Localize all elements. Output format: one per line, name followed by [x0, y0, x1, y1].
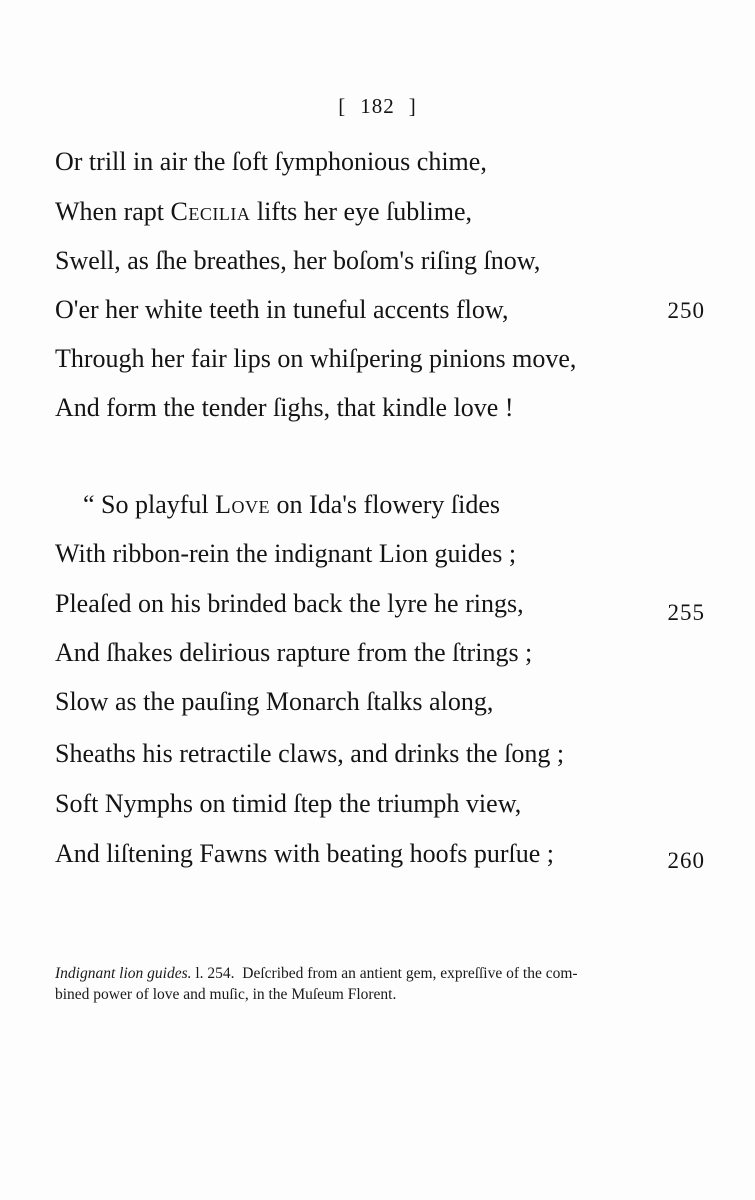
verse-line-251 — [83, 489, 500, 521]
line-number-260: 260 — [667, 848, 705, 873]
verse-line-254: And ſhakes delirious rapture from the ſtrings ; — [55, 638, 533, 667]
verse-line-256: Sheaths his retractile claws, and drinks the ſong ; — [55, 739, 565, 768]
verse-text: lifts her eye ſublime, — [250, 197, 473, 226]
verse-line-250: And form the tender ſighs, that kindle love ! — [55, 393, 514, 422]
verse-line-247: Swell, as ſhe breathes, her boſom's riſing ſnow, — [55, 246, 541, 275]
page-number: 182 — [360, 94, 395, 118]
line-number-255: 255 — [667, 600, 705, 625]
verse-text: “ So playful — [83, 490, 216, 519]
verse-line-249: Through her fair lips on whiſpering pinions move, — [55, 344, 577, 373]
footnote-text-2: bined power of love and muſic, in the Muſeum Florent. — [55, 986, 397, 1003]
page-number-header — [0, 94, 755, 119]
verse-line-257: Soft Nymphs on timid ſtep the triumph view, — [55, 789, 522, 818]
verse-line-252: With ribbon-rein the indignant Lion guides ; — [55, 539, 517, 568]
verse-text: When rapt — [55, 197, 171, 226]
name-love: Love — [215, 490, 271, 519]
verse-line-245: Or trill in air the ſoft ſymphonious chime, — [55, 147, 487, 176]
verse-line-246 — [55, 196, 472, 228]
footnote-text-1: Deſcribed from an antient gem, expreſſive of the com- — [242, 965, 578, 982]
verse-text: on Ida's flowery ſides — [270, 490, 500, 519]
bracket-open: [ — [338, 94, 347, 118]
footnote-lead: Indignant lion guides. — [55, 965, 192, 982]
footnote-line-1 — [55, 963, 705, 984]
verse-line-253: Pleaſed on his brinded back the lyre he rings, — [55, 589, 524, 618]
line-number-250: 250 — [667, 298, 705, 323]
verse-line-258: And liſtening Fawns with beating hoofs purſue ; — [55, 839, 555, 868]
name-cecilia: Cecilia — [170, 197, 251, 226]
footnote-ref: l. 254. — [191, 965, 235, 982]
footnote — [55, 963, 705, 1005]
bracket-close: ] — [408, 94, 417, 118]
verse-line-255: Slow as the pauſing Monarch ſtalks along, — [55, 687, 494, 716]
verse-line-248: O'er her white teeth in tuneful accents flow, — [55, 295, 509, 324]
